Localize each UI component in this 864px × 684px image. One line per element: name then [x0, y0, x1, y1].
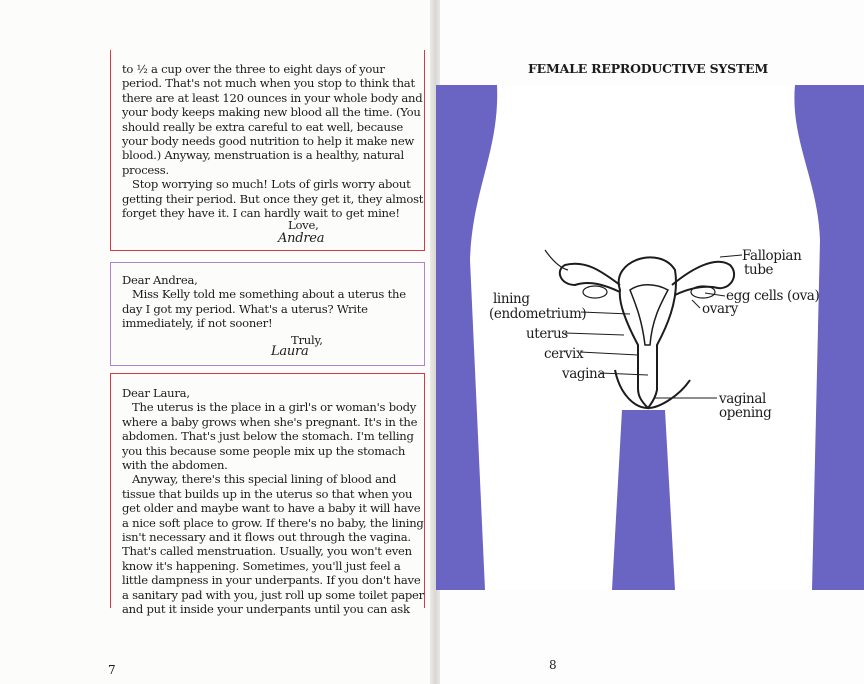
label-fallopian-tube-2: tube — [744, 262, 774, 278]
letter-paragraph: to ½ a cup over the three to eight days of your period. That's not much when you stop to think that there are at least 120 ounces in your whole body and your body keeps making new blood all the time. (You should really be extra careful to eat well, because your body needs good nutrition to help it make new blood.) Anyway, menstruation is a healthy, natural process. — [122, 62, 423, 177]
letter-closing: Love, — [288, 218, 319, 232]
page-number: 8 — [549, 658, 557, 672]
label-cervix: cervix — [544, 346, 584, 362]
signature-andrea: Andrea — [278, 231, 325, 246]
label-fallopian-tube: Fallopian — [742, 248, 802, 264]
signature-laura: Laura — [271, 344, 309, 359]
letter-paragraph: The uterus is the place in a girl's or woman's body where a baby grows when she's pregnant. It's in the abdomen. That's just below the stomach. I'm telling you this because some people mix up the stomach with the abdomen. — [122, 400, 418, 473]
label-lining: lining — [493, 291, 530, 307]
letter-salutation: Dear Andrea, — [122, 273, 198, 287]
label-ovary: ovary — [702, 301, 738, 317]
label-uterus: uterus — [526, 326, 568, 342]
letter-closing: Truly, — [291, 333, 323, 347]
letter-salutation: Dear Laura, — [122, 386, 190, 400]
label-egg-cells: egg cells (ova) — [726, 288, 820, 304]
letter-paragraph: Anyway, there's this special lining of blood and tissue that builds up in the uterus so that when you get older and maybe want to have a baby it will have a nice soft place to grow. If there's no baby, the lining isn't necessary and it flows out through the vagina. That's called menstruation. Usually, you won't even know it's happening. Sometimes, you'll just feel a little dampness in your underpants. If you don't have a sanitary pad with you, just roll up some toilet paper and put it inside your underpants until you can ask — [122, 472, 424, 617]
diagram-title: FEMALE REPRODUCTIVE SYSTEM — [527, 61, 769, 76]
letter-paragraph: Miss Kelly told me something about a uterus the day I got my period. What's a uterus? Write immediately, if not sooner! — [122, 287, 406, 331]
page-number: 7 — [108, 663, 116, 677]
label-vaginal-opening: vaginal — [719, 391, 766, 407]
label-vagina: vagina — [562, 366, 605, 382]
label-endometrium: (endometrium) — [489, 306, 587, 322]
label-vaginal-opening-2: opening — [719, 405, 772, 421]
letter-paragraph: Stop worrying so much! Lots of girls worry about getting their period. But once they get it, they almost forget they have it. I can hardly wait to get mine! — [122, 177, 424, 221]
